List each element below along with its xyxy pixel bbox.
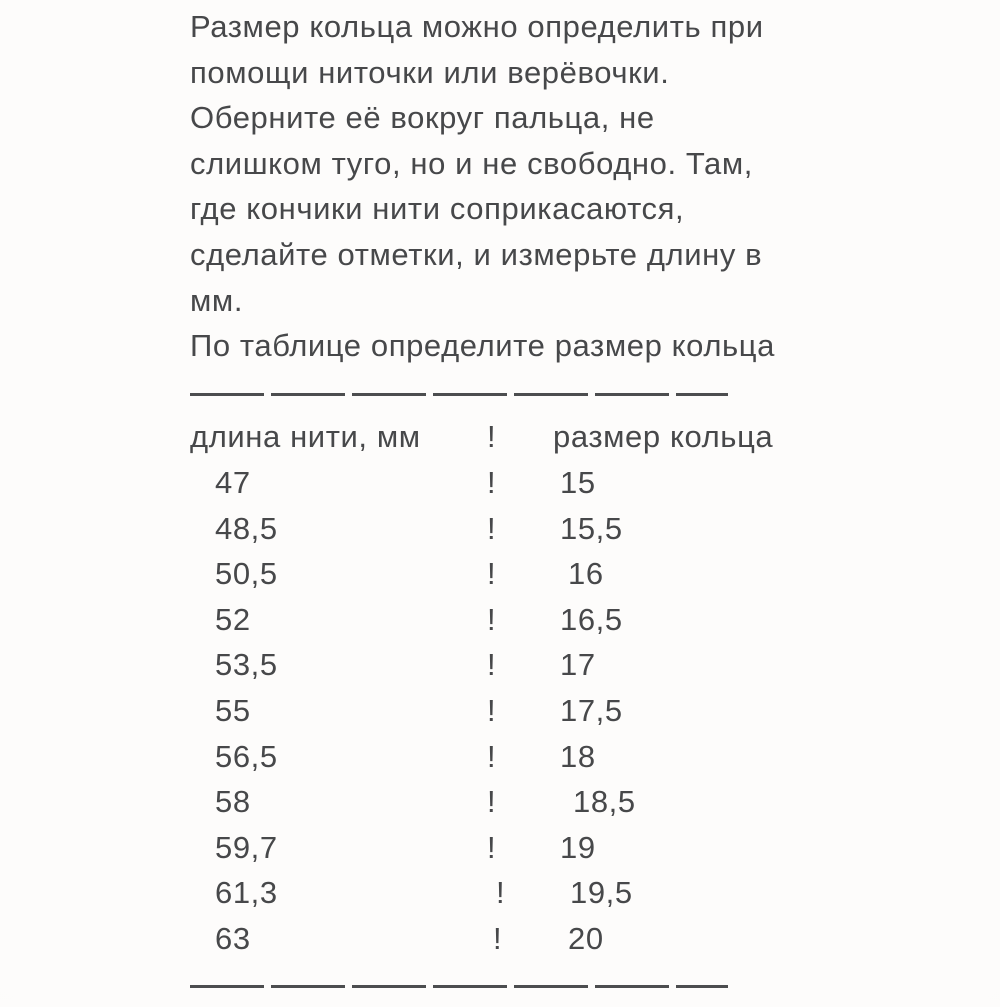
table-row [190, 688, 830, 734]
table-row [190, 460, 830, 506]
cell-length: 55 [215, 692, 251, 728]
cell-size: 19 [560, 829, 596, 865]
cell-size: 18 [560, 738, 596, 774]
cell-separator: ! [487, 829, 497, 865]
cell-length: 47 [215, 464, 251, 500]
table-row [190, 916, 830, 962]
column-header-length: длина нити, мм [190, 419, 421, 455]
intro-line: Размер кольца можно определить при [190, 9, 764, 44]
cell-size: 15 [560, 464, 596, 500]
cell-length: 53,5 [215, 647, 278, 683]
table-row [190, 551, 830, 597]
intro-line: Оберните её вокруг пальца, не [190, 100, 655, 136]
cell-separator: ! [487, 784, 497, 820]
cell-length: 58 [215, 784, 251, 820]
cell-size: 15,5 [560, 510, 623, 546]
cell-length: 52 [215, 601, 251, 637]
cell-separator: ! [496, 875, 506, 911]
cell-separator: ! [487, 601, 497, 637]
cell-length: 48,5 [215, 510, 278, 546]
table-header-row [190, 414, 830, 460]
table-row [190, 506, 830, 552]
cell-separator: ! [487, 556, 497, 592]
cell-separator: ! [493, 920, 503, 956]
column-separator: ! [487, 419, 497, 455]
table-row [190, 597, 830, 643]
cell-size: 19,5 [570, 875, 633, 911]
table-row [190, 779, 830, 825]
ring-size-table [190, 414, 830, 961]
cell-length: 59,7 [215, 829, 278, 865]
table-row [190, 642, 830, 688]
cell-separator: ! [487, 738, 497, 774]
cell-separator: ! [487, 464, 497, 500]
divider-dashes [190, 985, 728, 988]
document-page [190, 4, 830, 1007]
cell-size: 17,5 [560, 692, 623, 728]
intro-line: сделайте отметки, и измерьте длину в [190, 236, 763, 272]
cell-separator: ! [487, 692, 497, 728]
cell-size: 16 [568, 556, 604, 592]
intro-line: слишком туго, но и не свободно. Там, [190, 145, 754, 181]
divider-dashes [190, 393, 728, 396]
divider-line-top [190, 369, 830, 415]
intro-line: где кончики нити соприкасаются, [190, 191, 685, 227]
table-row [190, 734, 830, 780]
table-row [190, 825, 830, 871]
cell-separator: ! [487, 510, 497, 546]
intro-line: помощи ниточки или верёвочки. [190, 54, 670, 90]
column-header-size: размер кольца [553, 419, 774, 455]
cell-separator: ! [487, 647, 497, 683]
cell-size: 17 [560, 647, 596, 683]
intro-line: мм. [190, 282, 244, 318]
cell-length: 56,5 [215, 738, 278, 774]
cell-length: 50,5 [215, 556, 278, 592]
divider-line-bottom [190, 961, 830, 1007]
cell-size: 16,5 [560, 601, 623, 637]
intro-paragraph [190, 4, 830, 369]
cell-length: 63 [215, 920, 251, 956]
cell-size: 18,5 [573, 784, 636, 820]
cell-length: 61,3 [215, 875, 278, 911]
table-row [190, 870, 830, 916]
cell-size: 20 [568, 920, 604, 956]
intro-line: По таблице определите размер кольца [190, 328, 775, 364]
